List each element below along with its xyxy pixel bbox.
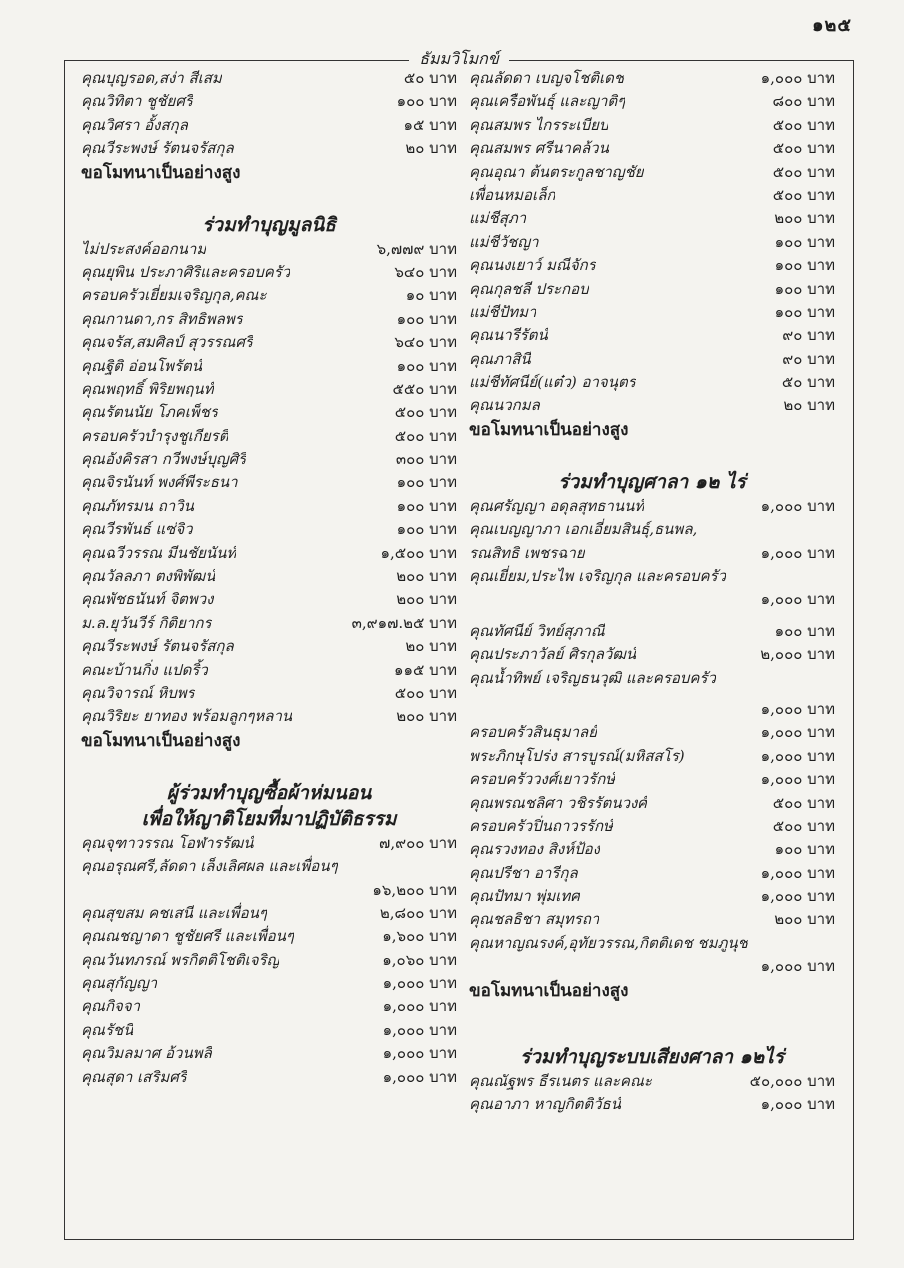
- section-heading-blankets: ผู้ร่วมทำบุญซื้อผ้าห่มนอน: [166, 781, 372, 804]
- list-item: [469, 909, 835, 932]
- list-item: [81, 588, 457, 611]
- list-item: [469, 885, 835, 908]
- list-item: [81, 284, 457, 307]
- donor-name: แม่ชีสุภา: [469, 209, 527, 228]
- donor-name: คุณจุฑาวรรณ โอฬารรัฒน์: [81, 833, 254, 852]
- list-item: [469, 114, 835, 137]
- donor-name: คุณภาสินี: [469, 349, 531, 368]
- donor-name: คุณลัดดา เบญจโชติเดช: [469, 68, 625, 87]
- thanks-text: ขอโมทนาเป็นอย่างสูง: [469, 980, 629, 1001]
- list-item: [81, 705, 457, 728]
- list-item: [81, 90, 457, 113]
- donor-name: คุณอาภา หาญกิตติวัธน์: [469, 1095, 621, 1114]
- list-item: [469, 371, 835, 394]
- donor-name: คุณภัทรมน ถาวิน: [81, 496, 194, 515]
- donation-amount: ๑,๐๐๐ บาท: [760, 746, 835, 765]
- donation-amount: ๗,๙๐๐ บาท: [379, 833, 457, 852]
- donation-amount: ๕๐๐ บาท: [394, 403, 457, 422]
- donation-amount: ๑๐๐ บาท: [396, 496, 457, 515]
- list-item: [469, 518, 835, 541]
- list-item: [81, 425, 457, 448]
- list-item: [469, 667, 835, 690]
- donor-name: คุณกานดา,กร สิทธิพลพร: [81, 309, 243, 328]
- list-item: [81, 261, 457, 284]
- donation-amount: ๑,๐๐๐ บาท: [760, 723, 835, 742]
- donor-name: คุณวิมลมาศ อ้วนพลี: [81, 1044, 212, 1063]
- section-heading-foundation: ร่วมทำบุญมูลนิธิ: [202, 213, 336, 236]
- donor-name: คุณสุกัญญา: [81, 974, 158, 993]
- donor-name: คุณฉวีวรรณ มีนชัยนันท์: [81, 543, 237, 562]
- right-group-1: [469, 67, 835, 418]
- list-item: [469, 768, 835, 791]
- list-item: [81, 659, 457, 682]
- donor-name: แม่ชีวัชญา: [469, 232, 539, 251]
- list-item: [469, 955, 835, 978]
- donation-amount: ๕๐๐ บาท: [772, 816, 835, 835]
- donor-name: แม่ชีปัทมา: [469, 302, 537, 321]
- donor-name: คุณนวกมล: [469, 396, 540, 415]
- donation-amount: ๕๐๐ บาท: [772, 162, 835, 181]
- donation-amount: ๑,๐๐๐ บาท: [760, 770, 835, 789]
- donation-amount: ๕๕๐ บาท: [392, 379, 457, 398]
- donor-name: คุณนงเยาว์ มณีจักร: [469, 256, 596, 275]
- list-item: [469, 348, 835, 371]
- donor-name: คุณจิรนันท์ พงศ์พีระธนา: [81, 473, 238, 492]
- donor-name: คุณยุพิน ประภาศิริและครอบครัว: [81, 262, 291, 281]
- list-item: [469, 721, 835, 744]
- donor-name: คุณสมพร ศรีนาคล้วน: [469, 139, 609, 158]
- donor-name: คุณจรัส,สมศิลป์ สุวรรณศรี: [81, 333, 253, 352]
- section-heading-sala: ร่วมทำบุญศาลา ๑๒ ไร่: [558, 470, 746, 493]
- right-group-2b: [469, 721, 835, 932]
- left-column: [81, 67, 457, 1089]
- donor-name: คุณวิทิตา ชูชัยศรี: [81, 92, 193, 111]
- donation-amount: ๒๐๐ บาท: [396, 567, 457, 586]
- list-item: [81, 67, 457, 90]
- list-item: [469, 838, 835, 861]
- donation-amount: ๖๔๐ บาท: [394, 333, 457, 352]
- donation-amount: ๑,๐๐๐ บาท: [382, 1067, 457, 1086]
- list-item: [81, 949, 457, 972]
- list-item: [81, 879, 457, 902]
- header-title: ธัมมวิโมกข์: [409, 49, 509, 68]
- donation-amount: ๑,๐๐๐ บาท: [760, 863, 835, 882]
- donor-name: คุณรวงทอง สิงห์ป้อง: [469, 840, 600, 859]
- donation-amount: ๒๐๐ บาท: [774, 209, 835, 228]
- left-group-2: [81, 238, 457, 729]
- list-item: [469, 184, 835, 207]
- donation-amount: ๒๐๐ บาท: [396, 590, 457, 609]
- donor-name: คุณวิจารณ์ หิบพร: [81, 683, 195, 702]
- donation-amount: ๑๐ บาท: [405, 286, 457, 305]
- donation-amount: ๑๕ บาท: [403, 115, 457, 134]
- donor-name: เพื่อนหมอเล็ก: [469, 185, 556, 204]
- donor-name: คุณกุลชลี ประกอบ: [469, 279, 589, 298]
- donor-name: คุณวิศรา อั้งสกุล: [81, 115, 188, 134]
- donor-name: คุณบุญรอด,สง่า สีเสม: [81, 68, 222, 87]
- thanks-text: ขอโมทนาเป็นอย่างสูง: [81, 162, 241, 183]
- donor-name: คุณวันทภรณ์ พรกิตติโชติเจริญ: [81, 950, 280, 969]
- donor-name: คุณเครือพันธุ์ และญาติๆ: [469, 92, 626, 111]
- donor-name: ครอบครัวเยี่ยมเจริญกุล,คณะ: [81, 286, 267, 305]
- donation-amount: ๙๐ บาท: [782, 326, 835, 345]
- donor-name: คุณพัชธนันท์ จิตพวง: [81, 590, 214, 609]
- list-item: [469, 588, 835, 611]
- list-item: [469, 1093, 835, 1116]
- section-heading-blankets-sub: เพื่อให้ญาติโยมที่มาปฏิบัติธรรม: [141, 807, 397, 830]
- donation-amount: ๑,๖๐๐ บาท: [382, 927, 457, 946]
- list-item: [81, 855, 457, 878]
- donor-name: คุณวิริยะ ยาทอง พร้อมลูกๆหลาน: [81, 707, 293, 726]
- donation-amount: ๑,๐๐๐ บาท: [760, 887, 835, 906]
- donor-name: คุณวีรพันธ์ แซ่จิว: [81, 520, 193, 539]
- donation-amount: ๕๐๐ บาท: [772, 793, 835, 812]
- donation-amount: ๕๐๐ บาท: [394, 426, 457, 445]
- donor-name: คุณอังคิรสา กวีพงษ์บุญศิริ: [81, 450, 247, 469]
- donor-name: คณะบ้านกิ่ง แปดริ้ว: [81, 660, 208, 679]
- donation-amount: ๑๐๐ บาท: [396, 356, 457, 375]
- donor-name: คุณทัศนีย์ วิทย์สุภาณี: [469, 621, 605, 640]
- donation-amount: ๕๐๐ บาท: [772, 115, 835, 134]
- donor-name: ไม่ประสงค์ออกนาม: [81, 239, 207, 258]
- donation-amount: ๘๐๐ บาท: [772, 92, 835, 111]
- donation-amount: ๒๐ บาท: [783, 396, 835, 415]
- donation-amount: ๒๐๐ บาท: [774, 910, 835, 929]
- donor-name: คุณสุดา เสริมศรี: [81, 1067, 187, 1086]
- donor-name: คุณพฤทธิ์ พิริยพฤนท์: [81, 379, 214, 398]
- thanks-text: ขอโมทนาเป็นอย่างสูง: [81, 730, 241, 751]
- donation-amount: ๑๐๐ บาท: [774, 279, 835, 298]
- donation-amount: ๑,๐๖๐ บาท: [382, 950, 457, 969]
- list-item: [81, 518, 457, 541]
- list-item: [81, 925, 457, 948]
- donor-name: คุณศรัญญา อดุลสุทธานนท์: [469, 496, 645, 515]
- donor-name: คุณสุขสม คชเสนี และเพื่อนๆ: [81, 903, 267, 922]
- donor-name: ครอบครัวบำรุงชูเกียรติ: [81, 426, 229, 445]
- donor-name: แม่ชีทัศนีย์(แต๋ว) อาจนุตร: [469, 373, 636, 392]
- list-item: [469, 698, 835, 721]
- donor-name: ครอบครัวสินธุมาลย์: [469, 723, 597, 742]
- content-frame: [64, 49, 854, 1240]
- list-item: [81, 137, 457, 160]
- list-item: [469, 394, 835, 417]
- donation-amount: ๑,๐๐๐ บาท: [382, 997, 457, 1016]
- list-item: [469, 495, 835, 518]
- list-item: [81, 902, 457, 925]
- donor-name: คุณกิจจา: [81, 997, 141, 1016]
- donation-amount: ๕๐๐ บาท: [772, 185, 835, 204]
- donor-name: คุณเยี่ยม,ประไพ เจริญกุล และครอบครัว: [469, 567, 726, 586]
- list-item: [81, 565, 457, 588]
- right-group-3: [469, 1070, 835, 1117]
- donor-name: ครอบครัววงศ์เยาวรักษ์: [469, 770, 616, 789]
- donor-name: คุณณชญาดา ชูชัยศรี และเพื่อนๆ: [81, 927, 294, 946]
- donor-name: ครอบครัวปิ่นถาวรรักษ์: [469, 816, 613, 835]
- list-item: [469, 932, 835, 955]
- donation-amount: ๑๐๐ บาท: [774, 840, 835, 859]
- donation-amount: ๑,๐๐๐ บาท: [382, 974, 457, 993]
- list-item: [81, 635, 457, 658]
- donor-name: คุณสมพร ไกรระเบียบ: [469, 115, 609, 134]
- list-item: [469, 231, 835, 254]
- donation-amount: ๑,๐๐๐ บาท: [382, 1020, 457, 1039]
- list-item: [469, 137, 835, 160]
- donation-amount: ๖,๗๗๙ บาท: [376, 239, 457, 258]
- list-item: [81, 832, 457, 855]
- left-group-1: [81, 67, 457, 161]
- donor-name: ม.ล.ยุวันวีร์ กิติยากร: [81, 613, 212, 632]
- list-item: [469, 207, 835, 230]
- list-item: [81, 1019, 457, 1042]
- donation-amount: ๕๐ บาท: [403, 68, 457, 87]
- list-item: [81, 1066, 457, 1089]
- donation-amount: ๙๐ บาท: [782, 349, 835, 368]
- donation-amount: ๑,๐๐๐ บาท: [760, 1095, 835, 1114]
- donation-amount: ๑,๐๐๐ บาท: [760, 957, 835, 976]
- donor-name: คุณวีระพงษ์ รัตนจรัสกุล: [81, 637, 234, 656]
- donation-amount: ๕๐ บาท: [781, 373, 835, 392]
- donation-amount: ๒๐๐ บาท: [396, 707, 457, 726]
- list-item: [469, 815, 835, 838]
- list-item: [81, 355, 457, 378]
- donor-name: คุณณัฐพร ธีรเนตร และคณะ: [469, 1071, 652, 1090]
- list-item: [469, 254, 835, 277]
- donor-name: คุณรัตนนัย โภคเพ็ชร: [81, 403, 219, 422]
- donation-amount: ๑,๐๐๐ บาท: [760, 590, 835, 609]
- list-item: [469, 862, 835, 885]
- donation-amount: ๑๐๐ บาท: [774, 621, 835, 640]
- list-item: [469, 745, 835, 768]
- donation-amount: ๑๐๐ บาท: [396, 520, 457, 539]
- list-item: [469, 161, 835, 184]
- donor-name: คุณหาญณรงค์,อุทัยวรรณ,กิตติเดช ชมภูนุช: [469, 933, 748, 952]
- donation-amount: ๑๐๐ บาท: [774, 302, 835, 321]
- donation-amount: ๑๐๐ บาท: [774, 232, 835, 251]
- donation-amount: ๑,๐๐๐ บาท: [760, 543, 835, 562]
- donation-amount: ๕๐,๐๐๐ บาท: [749, 1071, 835, 1090]
- donor-name: คุณน้ำทิพย์ เจริญธนวุฒิ และครอบครัว: [469, 668, 716, 687]
- right-column: [469, 67, 835, 1116]
- list-item: [469, 542, 835, 565]
- donation-amount: ๒๐ บาท: [405, 637, 457, 656]
- donation-amount: ๑๑๕ บาท: [394, 660, 457, 679]
- list-item: [81, 471, 457, 494]
- donor-name: คุณเบญญาภา เอกเอี่ยมสินธุ์,ธนพล,: [469, 520, 698, 539]
- list-item: [469, 278, 835, 301]
- left-group-3a: [81, 832, 457, 855]
- list-item: [469, 67, 835, 90]
- list-item: [81, 448, 457, 471]
- donor-name: คุณวัลลภา ตงพิพัฒน์: [81, 567, 216, 586]
- list-item: [81, 1042, 457, 1065]
- donor-name: คุณอรุณศรี,ลัดดา เล็งเลิศผล และเพื่อนๆ: [81, 857, 338, 876]
- donor-name: พระภิกษุโปร่ง สารบูรณ์(มหิสสโร): [469, 746, 685, 765]
- section-heading-sound-system: ร่วมทำบุญระบบเสียงศาลา ๑๒ไร่: [520, 1045, 784, 1068]
- list-item: [469, 1070, 835, 1093]
- list-item: [81, 682, 457, 705]
- donation-amount: ๑,๐๐๐ บาท: [760, 496, 835, 515]
- list-item: [469, 792, 835, 815]
- donor-name: คุณวีระพงษ์ รัตนจรัสกุล: [81, 139, 234, 158]
- list-item: [469, 565, 835, 588]
- donation-amount: ๑,๐๐๐ บาท: [382, 1044, 457, 1063]
- donation-amount: ๑๖,๒๐๐ บาท: [372, 880, 457, 899]
- donation-amount: ๑,๐๐๐ บาท: [760, 699, 835, 718]
- list-item: [81, 114, 457, 137]
- donation-amount: ๑,๐๐๐ บาท: [760, 68, 835, 87]
- donation-amount: ๖๔๐ บาท: [394, 262, 457, 281]
- donor-name: คุณอุณา ต้นตระกูลชาญชัย: [469, 162, 644, 181]
- donation-amount: ๒,๐๐๐ บาท: [760, 645, 835, 664]
- list-item: [81, 612, 457, 635]
- list-item: [81, 378, 457, 401]
- list-item: [81, 972, 457, 995]
- list-item: [469, 301, 835, 324]
- list-item: [469, 643, 835, 666]
- donor-name: คุณนารีรัตน์: [469, 326, 548, 345]
- donation-amount: ๑๐๐ บาท: [396, 309, 457, 328]
- donor-name: คุณประภาวัลย์ ศิรกุลวัฒน์: [469, 645, 637, 664]
- donor-name: คุณชลธิชา สมุทรถา: [469, 910, 600, 929]
- list-item: [81, 495, 457, 518]
- list-item: [469, 620, 835, 643]
- list-item: [81, 308, 457, 331]
- donation-amount: ๓๐๐ บาท: [395, 450, 457, 469]
- page-number: ๑๒๕: [812, 15, 852, 36]
- list-item: [81, 542, 457, 565]
- donation-amount: ๑๐๐ บาท: [774, 256, 835, 275]
- donation-amount: ๒,๘๐๐ บาท: [379, 903, 457, 922]
- donor-name: คุณปรีชา อารีกุล: [469, 863, 578, 882]
- donor-name: คุณพรณชลิศา วชิรรัตนวงศ์: [469, 793, 647, 812]
- list-item: [81, 401, 457, 424]
- list-item: [469, 324, 835, 347]
- donor-name: คุณรัชนี: [81, 1020, 134, 1039]
- donation-amount: ๓,๙๑๗.๒๕ บาท: [351, 613, 457, 632]
- donation-amount: ๑,๕๐๐ บาท: [380, 543, 457, 562]
- left-group-3c: [81, 902, 457, 1089]
- donor-name: รณสิทธิ เพชรฉาย: [469, 543, 585, 562]
- thanks-text: ขอโมทนาเป็นอย่างสูง: [469, 419, 629, 440]
- list-item: [81, 238, 457, 261]
- donor-name: คุณปัทมา พุ่มเทศ: [469, 887, 580, 906]
- donation-amount: ๑๐๐ บาท: [396, 92, 457, 111]
- list-item: [81, 996, 457, 1019]
- donation-amount: ๕๐๐ บาท: [772, 139, 835, 158]
- list-item: [469, 90, 835, 113]
- list-item: [81, 331, 457, 354]
- donation-amount: ๒๐ บาท: [405, 139, 457, 158]
- donation-amount: ๑๐๐ บาท: [396, 473, 457, 492]
- donor-name: คุณฐิติ อ่อนโพรัตน์: [81, 356, 203, 375]
- donation-amount: ๕๐๐ บาท: [394, 683, 457, 702]
